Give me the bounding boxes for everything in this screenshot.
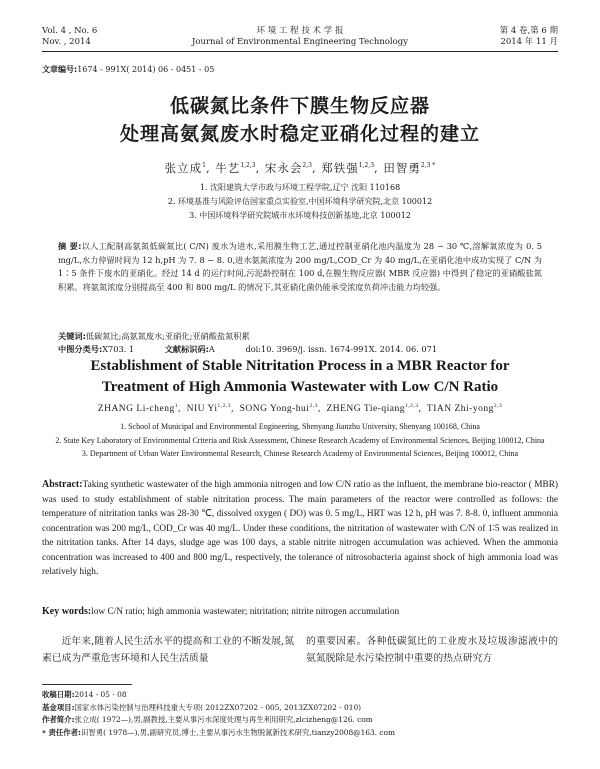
keywords-cn-text: 低碳氮比;高氨氮废水;亚硝化;亚硝酸盐氮积累 — [85, 331, 250, 341]
keywords-cn-label: 关键词: — [58, 331, 86, 341]
abstract-cn — [58, 240, 542, 294]
body-column-left: 近年来,随着人民生活水平的提高和工业的不断发展,氮素已成为严重危害环境和人民生活质量 — [42, 636, 294, 664]
author-en: ZHENG Tie-qiang — [326, 404, 405, 415]
footnotes — [42, 689, 558, 739]
body-column-right: 的重要因素。各种低碳氮比的工业废水及垃圾渗滤液中的氨氮脱除是水污染控制中重要的热点研究方 — [306, 636, 558, 664]
author-en: TIAN Zhi-yong — [426, 404, 494, 415]
fund-label: 基金项目: — [42, 702, 75, 712]
received-value: 2014 - 05 - 08 — [74, 690, 127, 699]
header-date: Nov. , 2014 — [42, 37, 91, 47]
author-en-sup: 2,3 — [309, 403, 318, 409]
author-bio-value: 张立成( 1972—),男,副教授,主要从事污水深度处理与再生利用研究,zlcizheng@126. com — [74, 715, 373, 724]
keywords-en-label: Key words: — [42, 606, 92, 617]
doi-label: doi: — [245, 344, 262, 354]
affiliation-cn: 2. 环境基准与风险评估国家重点实验室,中国环境科学研究院,北京 100012 — [167, 197, 433, 206]
author-cn-sup: 1,2,3 — [240, 162, 256, 170]
title-cn-line2: 处理高氨氮废水时稳定亚硝化过程的建立 — [119, 123, 480, 145]
received-label: 收稿日期: — [42, 690, 75, 699]
author-en: ZHANG Li-cheng — [97, 404, 175, 415]
article-number-value: 1674 - 991X( 2014) 06 - 0451 - 05 — [77, 65, 215, 74]
doc-code-value: A — [208, 344, 215, 354]
author-cn: 宋永会 — [264, 161, 303, 175]
doc-code-label: 文献标识码: — [164, 344, 209, 354]
footnote-divider — [42, 684, 132, 685]
author-cn-sup: 2,3 — [302, 162, 312, 170]
fund-value: 国家水体污染控制与治理科技重大专项( 2012ZX07202 - 005, 2013ZX07202 - 010) — [74, 702, 362, 712]
title-en-line2: Treatment of High Ammonia Wastewater with Low C/N Ratio — [101, 379, 499, 395]
corresponding-value: 田智勇( 1978—),男,副研究员,博士,主要从事污水生物脱氮新技术研究,tianzy2008@163. com — [80, 727, 395, 737]
title-en — [0, 356, 600, 398]
author-cn: 牛艺 — [215, 161, 241, 175]
author-cn: 田智勇 — [383, 161, 421, 175]
affiliation-cn: 3. 中国环境科学研究院城市水环境科技创新基地,北京 100012 — [189, 211, 411, 220]
author-cn-sup: 1,2,3 — [358, 162, 375, 170]
title-en-line1: Establishment of Stable Nitritation Process in a MBR Reactor for — [90, 358, 510, 374]
footnote-received — [42, 689, 558, 702]
keywords-en — [42, 606, 558, 617]
title-cn — [0, 92, 600, 148]
author-en-sup: 1 — [174, 403, 178, 409]
affiliation-en: 1. School of Municipal and Environmental Engineering, Shenyang Jianzhu University, Shenyang 100168, China — [120, 422, 480, 431]
header-journal — [42, 26, 558, 48]
abstract-en-text: Taking synthetic wastewater of the high ammonia nitrogen and low C/N ratio as the influent, the membrane bio-reactor ( MBR) was used to study establishment of stable nitritation process. The main parameters of the reactor were controlled as follows: the temperature of nitritation tanks was 28-30 ℃, dissolved oxygen ( DO) was 0. 5 mg/L, HRT was 12 h, pH was 7. 8-8. 0, influent ammonia concentration was 200 mg/L, COD_Cr was 40 mg/L. Under these conditions, the nitritation of wastewater with C/N of 1∶5 was realized in the nitritation tanks. After 14 days, sludge age was 100 days, a stable nitrite nitrogen accumulation was achieved. When the ammonia concentration was increased to 400 and 800 mg/L, respectively, the tolerance of nitrosobacteria against shock of high ammonia load was relatively high. — [42, 480, 558, 577]
title-cn-line1: 低碳氮比条件下膜生物反应器 — [169, 95, 430, 117]
abstract-en-label: Abstract: — [42, 479, 83, 490]
author-cn: 郑铁强 — [321, 161, 359, 175]
header-vol-cn: 第 4 卷,第 6 期 — [499, 26, 558, 36]
affiliation-cn: 1. 沈阳建筑大学市政与环境工程学院,辽宁 沈阳 110168 — [199, 183, 401, 192]
author-en-sup: 2,3 — [493, 403, 503, 409]
header-divider — [42, 51, 558, 52]
author-en-sup: 1,2,3 — [404, 403, 419, 409]
doi-value: 10. 3969/j. issn. 1674-991X. 2014. 06. 071 — [261, 344, 438, 354]
affiliations-en — [50, 420, 550, 461]
classification-cn — [58, 343, 542, 356]
journal-name-cn: 环 境 工 程 技 术 学 报 — [256, 26, 344, 36]
corresponding-label: * 责任作者: — [42, 727, 81, 737]
author-en-sup: 1,2,3 — [217, 403, 231, 409]
abstract-cn-text: 以人工配制高氨氮低碳氮比( C/N) 废水为进水,采用膜生物工艺,通过控制亚硝化池内温度为 28 ~ 30 ℃,溶解氧浓度为 0. 5 mg/L,水力停留时间为 12 h,pH 为 7. 8 ~ 8. 0,进水氨氮浓度为 200 mg/L,COD_Cr 为 40 mg/L,在亚硝化池中成功实现了 C/N 为 1∶5 条件下废水的亚硝化。经过 14 d 的运行时间,污泥龄控制在 100 d,在膜生物反应器( MBR 反应器) 中得到了稳定的亚硝酸盐氮积累。将氨氮浓度分别提高至 400 和 800 mg/L 的情况下,其亚硝化菌仍能承受浓度负荷冲击能力均较强。 — [58, 241, 542, 292]
metadata-cn — [58, 330, 542, 356]
article-number-label: 文章编号: — [42, 65, 78, 74]
clc-label: 中图分类号: — [58, 344, 103, 354]
footnote-fund — [42, 702, 558, 715]
header-date-cn: 2014 年 11 月 — [500, 37, 558, 47]
affiliation-en: 3. Department of Urban Water Environmental Research, Chinese Research Academy of Environmental Sciences, Beijing 100012, China — [81, 449, 519, 458]
keywords-cn — [58, 330, 542, 343]
author-bio-label: 作者简介: — [42, 715, 75, 724]
author-en: NIU Yi — [186, 404, 218, 415]
author-cn-sup: 2,3 * — [420, 162, 436, 170]
affiliations-cn — [0, 181, 600, 223]
header-volume-cn — [500, 26, 558, 48]
abstract-en — [42, 478, 558, 580]
footnote-author — [42, 714, 558, 727]
clc-value: X703. 1 — [102, 344, 135, 354]
journal-name-en: Journal of Environmental Engineering Technology — [191, 37, 409, 47]
author-cn-sup: 1 — [202, 162, 206, 170]
affiliation-en: 2. State Key Laboratory of Environmental Criteria and Risk Assessment, Chinese Research Academy of Environmental Sciences, Beijing 100012, China — [55, 435, 545, 445]
footnote-corresponding — [42, 727, 558, 740]
article-number — [42, 64, 214, 75]
author-en: SONG Yong-hui — [239, 404, 310, 415]
header-vol: Vol. 4 , No. 6 — [42, 26, 98, 36]
authors-en: ZHANG Li-cheng$^1$, NIU Yi$^{1,2,3}$, SONG Yong-hui$^{2,3}$, ZHENG Tie-qiang$^{1,2,3}$, TIAN Zhi-yong$^{2,3}$ — [97, 403, 503, 415]
author-cn: 张立成 — [164, 161, 203, 175]
abstract-cn-label: 摘 要: — [58, 241, 82, 251]
keywords-en-text: low C/N ratio; high ammonia wastewater; nitritation; nitrite nitrogen accumulation — [91, 607, 400, 617]
authors-cn: 张立成$^1$, 牛艺$^{1,2,3}$, 宋永会$^{2,3}$, 郑铁强$^{1,2,3}$, 田智勇$^{2,3 *}$ — [164, 161, 436, 175]
